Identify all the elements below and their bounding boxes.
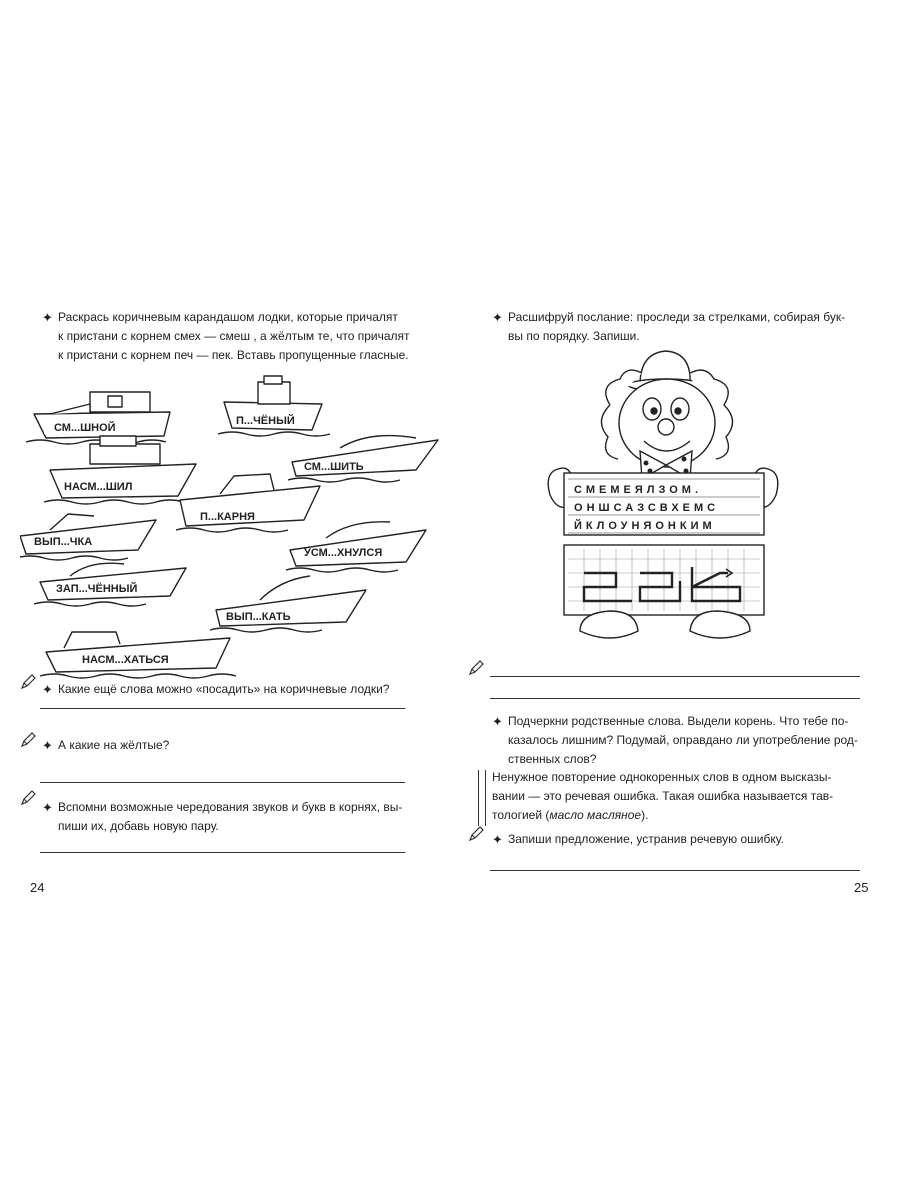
grid-letter: М [681, 484, 691, 496]
grid-letter: В [659, 502, 668, 514]
grid-letter: Я [643, 520, 652, 532]
pupil-shape [675, 408, 681, 414]
text-part: ). [641, 808, 649, 822]
diamond-bullet-icon: ✦ [492, 832, 503, 847]
boat-label: ЗАП...ЧЁННЫЙ [56, 583, 138, 595]
grid-letter: Х [671, 502, 679, 514]
page-number-left: 24 [30, 880, 45, 895]
grid-letter: С [613, 502, 622, 514]
right-task-rewrite [492, 830, 868, 849]
grid-letter: З [658, 484, 666, 496]
nose-shape [658, 419, 674, 435]
boat-7[interactable] [286, 522, 426, 572]
boat-label: П...КАРНЯ [200, 511, 255, 523]
text-part: к пристани с корнем [58, 348, 175, 362]
grid-letter: Е [623, 484, 631, 496]
task-line: Расшифруй послание: проследи за стрелками, собирая бук- [508, 310, 846, 324]
answer-line[interactable] [40, 782, 405, 783]
rule-marker-icon [478, 770, 486, 826]
grid-letter: О [655, 520, 664, 532]
bowtie-dot-shape [684, 469, 688, 473]
boat-5[interactable] [176, 474, 320, 532]
grid-letter: Й [574, 520, 582, 532]
boat-label: НАСМ...ШИЛ [64, 481, 133, 493]
pupil-shape [651, 408, 657, 414]
text-part: — [200, 329, 220, 343]
text-part: к пристани с корнем [58, 329, 175, 343]
task-line [58, 346, 438, 365]
grid-letter: Н [667, 520, 676, 532]
page-number-right: 25 [854, 880, 869, 895]
boat-label: П...ЧЁНЫЙ [236, 415, 295, 427]
boat-label: СМ...ШИТЬ [304, 461, 364, 473]
grid-letter: А [625, 502, 634, 514]
pencil-icon [20, 732, 36, 748]
right-task-decode [492, 308, 868, 346]
grid-letter: Н [586, 502, 595, 514]
boats-illustration [20, 370, 450, 680]
root-pech: печ [174, 348, 194, 362]
diamond-bullet-icon: ✦ [42, 738, 53, 753]
grid-letter: С [707, 502, 716, 514]
task-text: А какие на жёлтые? [58, 738, 170, 752]
rule-line: Ненужное повторение однокоренных слов в одном высказы- [492, 770, 832, 784]
answer-line[interactable] [490, 676, 860, 677]
boat-6[interactable] [20, 514, 156, 560]
left-task-brown-boats [42, 680, 438, 699]
grid-letter: И [690, 520, 699, 532]
right-task-related-words [492, 712, 868, 769]
task-line: Вспомни возможные чередования звуков и букв в корнях, вы- [58, 800, 403, 814]
grid-letter: О [574, 502, 583, 514]
grid-letter: . [694, 484, 699, 496]
answer-line[interactable] [40, 708, 405, 709]
boat-label: СМ...ШНОЙ [54, 422, 116, 434]
grid-letter: М [585, 484, 595, 496]
answer-line[interactable] [40, 852, 405, 853]
boat-3[interactable] [288, 436, 438, 482]
task-line: вы по порядку. Запиши. [508, 329, 640, 343]
bowtie-dot-shape [644, 461, 648, 465]
answer-line[interactable] [490, 870, 860, 871]
boat-1[interactable] [26, 392, 170, 444]
rule-example: масло масляное [549, 808, 642, 822]
rule-line: вании — это речевая ошибка. Такая ошибка называется тав- [492, 789, 834, 803]
grid-letter: Е [682, 502, 690, 514]
text-part: , а жёлтым те, что причалят [250, 329, 410, 343]
grid-letter: Я [634, 484, 643, 496]
text-part: тологией ( [492, 808, 550, 822]
grid-letter: С [647, 502, 656, 514]
diamond-bullet-icon: ✦ [492, 310, 503, 325]
grid-letter: Л [596, 520, 605, 532]
grid-letter: У [620, 520, 628, 532]
diamond-bullet-icon: ✦ [42, 800, 53, 815]
task-line: пиши их, добавь новую пару. [58, 819, 219, 833]
boat-9[interactable] [210, 576, 366, 632]
boat-2[interactable] [218, 376, 330, 436]
diamond-bullet-icon: ✦ [42, 682, 53, 697]
boat-8[interactable] [34, 563, 186, 606]
grid-letter: К [585, 520, 593, 532]
left-task-yellow-boats [42, 736, 438, 755]
pencil-icon [20, 790, 36, 806]
diamond-bullet-icon: ✦ [42, 310, 53, 325]
diamond-bullet-icon: ✦ [492, 714, 503, 729]
root-smekh: смех [174, 329, 201, 343]
text-part: — [193, 348, 212, 362]
boat-label: ВЫП...КАТЬ [226, 611, 291, 623]
boat-4[interactable] [44, 436, 196, 504]
boat-label: ВЫП...ЧКА [34, 536, 93, 548]
clown-illustration [540, 345, 800, 650]
pencil-icon [20, 674, 36, 690]
grid-letter: З [637, 502, 644, 514]
grid-letter: С [574, 484, 582, 496]
task-text: Запиши предложение, устранив речевую ошибку. [508, 832, 784, 846]
grid-letter: Е [598, 484, 607, 496]
root-smesh: смеш [219, 329, 251, 343]
root-pek: пек [211, 348, 231, 362]
grid-letter: О [669, 484, 678, 496]
grid-letter: М [694, 502, 704, 514]
answer-line[interactable] [490, 698, 860, 699]
grid-letter: О [608, 520, 617, 532]
task-line: казалось лишним? Подумай, оправдано ли употребление род- [508, 733, 858, 747]
task-line [58, 327, 438, 346]
grid-letter: Ш [598, 502, 610, 514]
pencil-icon [468, 826, 484, 842]
rule-tautology [492, 768, 872, 825]
boat-10[interactable] [40, 632, 236, 678]
grid-letter: М [702, 520, 712, 532]
task-line: ственных слов? [508, 752, 597, 766]
bowtie-dot-shape [682, 457, 686, 461]
task-line: Подчеркни родственные слова. Выдели корень. Что тебе по- [508, 714, 849, 728]
task-text: Какие ещё слова можно «посадить» на коричневые лодки? [58, 682, 390, 696]
left-task-coloring [42, 308, 438, 365]
grid-letter: М [610, 484, 620, 496]
task-line: Раскрась коричневым карандашом лодки, которые причалят [58, 310, 398, 324]
boat-label: УСМ...ХНУЛСЯ [304, 547, 383, 559]
boat-label: НАСМ...ХАТЬСЯ [82, 654, 169, 666]
grid-letter: Л [646, 484, 655, 496]
pencil-icon [468, 660, 484, 676]
grid-letter: К [679, 520, 687, 532]
left-task-alternations [42, 798, 438, 836]
bowtie-dot-shape [648, 469, 652, 473]
grid-letter: Н [631, 520, 640, 532]
rule-line [492, 806, 872, 825]
text-part: . Вставь пропущенные гласные. [230, 348, 409, 362]
